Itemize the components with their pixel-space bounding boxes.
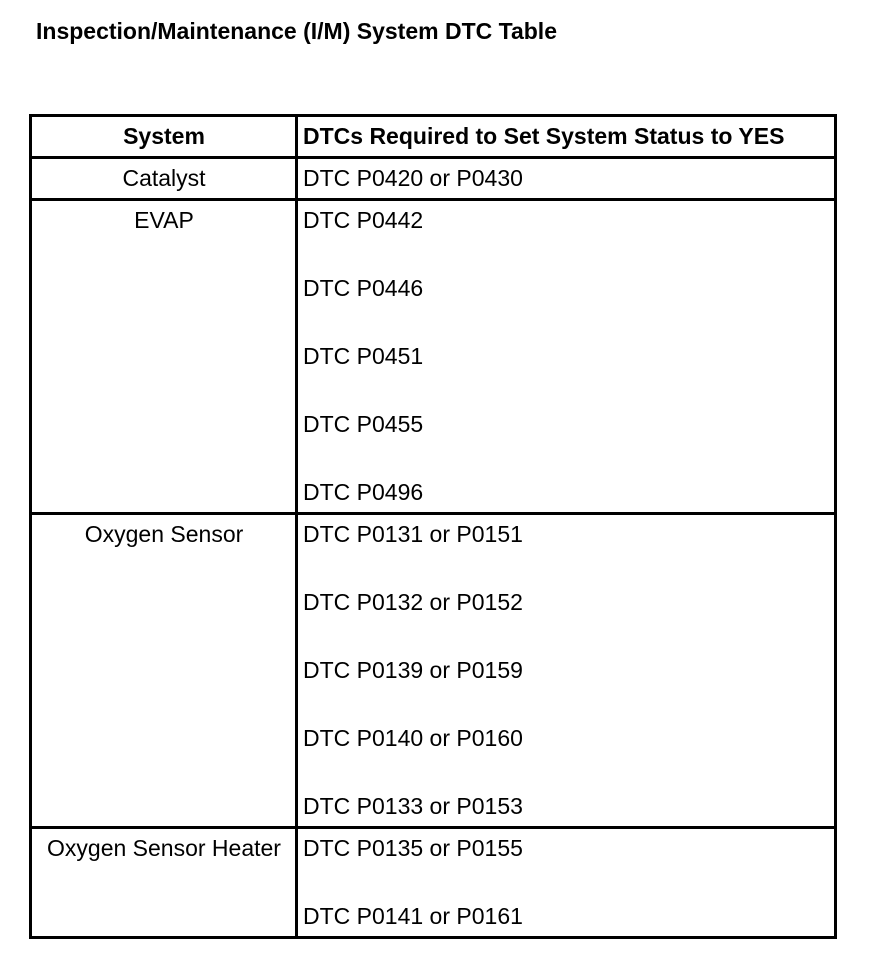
dtc-table bbox=[29, 114, 837, 939]
column-header-system: System bbox=[31, 116, 297, 158]
dtc-entry: DTC P0496 bbox=[303, 479, 424, 505]
dtc-entry: DTC P0141 or P0161 bbox=[303, 903, 523, 929]
table-header-row bbox=[31, 116, 836, 158]
dtc-cell bbox=[297, 158, 836, 200]
dtc-entry: DTC P0139 or P0159 bbox=[303, 657, 523, 683]
table-row bbox=[31, 200, 836, 514]
system-cell: EVAP bbox=[31, 200, 297, 514]
dtc-entry: DTC P0455 bbox=[303, 411, 424, 437]
dtc-entry: DTC P0420 or P0430 bbox=[303, 165, 523, 191]
dtc-entry: DTC P0140 or P0160 bbox=[303, 725, 523, 751]
dtc-entry: DTC P0131 or P0151 bbox=[303, 521, 523, 547]
system-cell: Catalyst bbox=[31, 158, 297, 200]
dtc-cell bbox=[297, 514, 836, 828]
table-row bbox=[31, 514, 836, 828]
system-cell: Oxygen Sensor bbox=[31, 514, 297, 828]
dtc-cell bbox=[297, 828, 836, 938]
dtc-entry: DTC P0446 bbox=[303, 275, 424, 301]
dtc-entry: DTC P0132 or P0152 bbox=[303, 589, 523, 615]
table-row bbox=[31, 828, 836, 938]
dtc-entry: DTC P0133 or P0153 bbox=[303, 793, 523, 819]
column-header-dtcs: DTCs Required to Set System Status to YES bbox=[297, 116, 836, 158]
dtc-entry: DTC P0135 or P0155 bbox=[303, 835, 523, 861]
system-cell: Oxygen Sensor Heater bbox=[31, 828, 297, 938]
dtc-entry: DTC P0442 bbox=[303, 207, 424, 233]
dtc-entry: DTC P0451 bbox=[303, 343, 424, 369]
dtc-cell bbox=[297, 200, 836, 514]
page-title: Inspection/Maintenance (I/M) System DTC Table bbox=[36, 18, 557, 44]
table-row bbox=[31, 158, 836, 200]
